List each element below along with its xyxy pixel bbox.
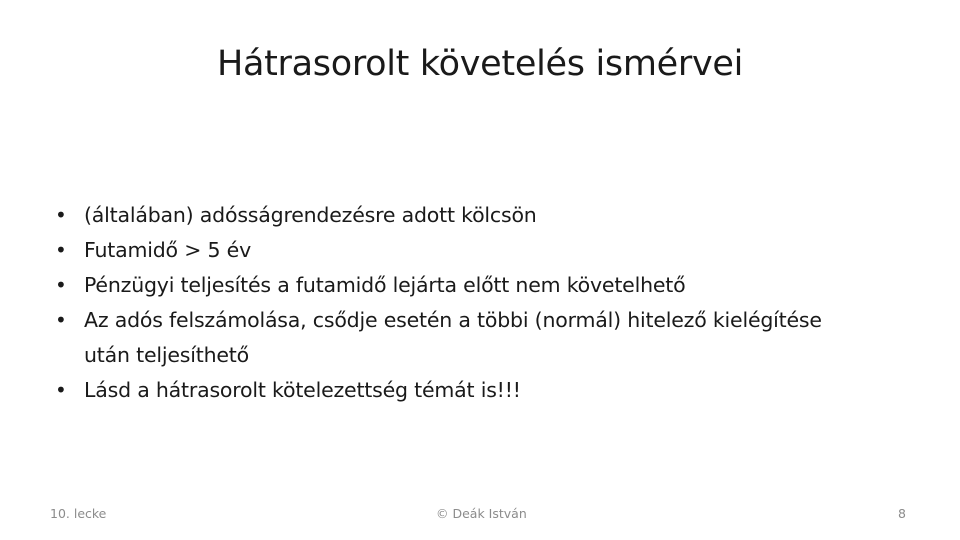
page-number: 8	[898, 506, 906, 521]
footer-lesson: 10. lecke	[50, 506, 107, 521]
bullet-icon: •	[55, 378, 67, 402]
slide-title: Hátrasorolt követelés ismérvei	[216, 44, 744, 84]
list-item	[52, 233, 932, 268]
bullet-list	[52, 198, 932, 408]
bullet-text: Pénzügyi teljesítés a futamidő lejárta előtt nem követelhető	[84, 273, 686, 297]
bullet-text-line-2: után teljesíthető	[84, 343, 249, 367]
bullet-icon: •	[55, 273, 67, 297]
bullet-icon: •	[55, 203, 67, 227]
list-item	[52, 303, 932, 373]
list-item	[52, 268, 932, 303]
bullet-text: Lásd a hátrasorolt kötelezettség témát is!!!	[84, 378, 521, 402]
bullet-icon: •	[55, 238, 67, 262]
list-item	[52, 198, 932, 233]
bullet-text: Futamidő > 5 év	[84, 238, 251, 262]
list-item	[52, 373, 932, 408]
bullet-text-line-1: Az adós felszámolása, csődje esetén a többi (normál) hitelező kielégítése	[84, 308, 822, 332]
bullet-text: (általában) adósságrendezésre adott kölcsön	[84, 203, 537, 227]
footer-author: © Deák István	[436, 506, 527, 521]
bullet-icon: •	[55, 308, 67, 332]
